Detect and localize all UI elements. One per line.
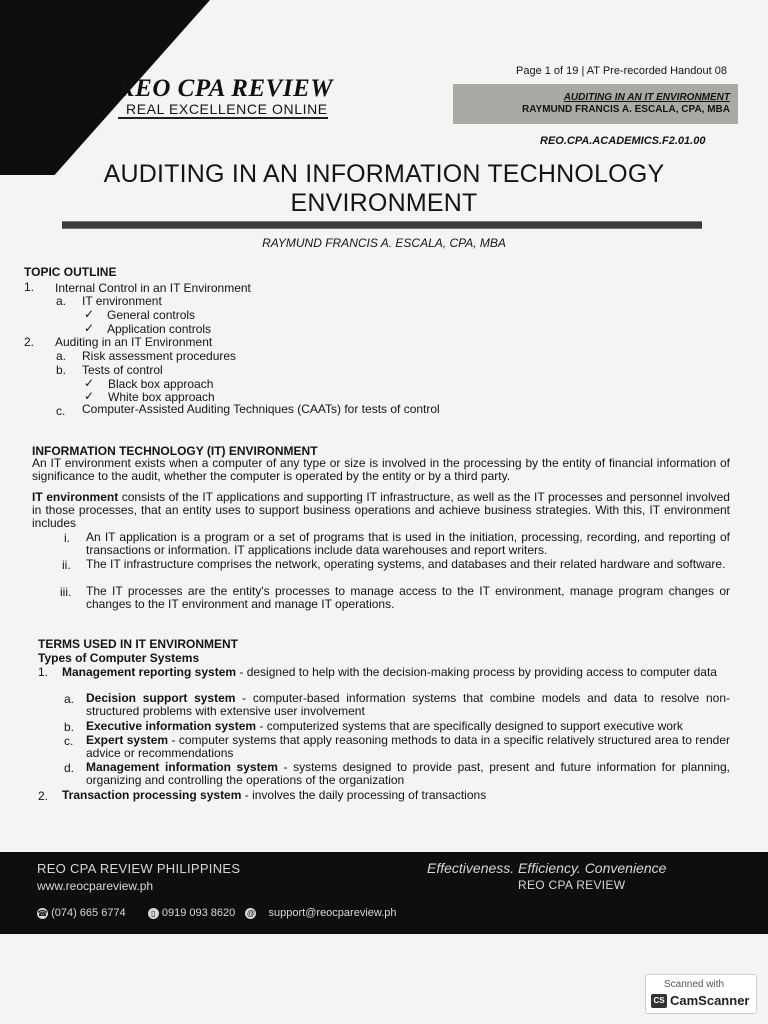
terms-marker-d: d. — [64, 761, 75, 775]
mrs-definition: - designed to help with the decision-making process by providing access to computer data — [236, 665, 717, 679]
check-icon: ✓ — [84, 389, 95, 403]
header-box-author: RAYMUND FRANCIS A. ESCALA, CPA, MBA — [522, 103, 730, 115]
title-line-1: AUDITING IN AN INFORMATION TECHNOLOGY — [103, 160, 665, 188]
it-env-item-ii: The IT infrastructure comprises the network, operating systems, and databases and their related hardware and software. — [86, 557, 726, 571]
footer-mobile: 0919 093 8620 — [161, 907, 236, 919]
footer-url: www.reocpareview.ph — [37, 879, 154, 893]
outline-item-1a-1: General controls — [107, 308, 196, 322]
it-env-paragraph-1: An IT environment exists when a computer of any type or size is involved in the processing by the entity of financial information of significance to the audit, whether the computer is operated by the entity or by a third party. — [32, 456, 730, 483]
it-env-marker-iii: iii. — [60, 585, 72, 599]
title-divider — [62, 221, 702, 229]
eis-term: Executive information system — [86, 719, 257, 733]
mis-definition: - systems designed to provide past, present and future information for planning, organizing and controlling the operations of the organization — [86, 760, 730, 787]
page-info: Page 1 of 19 | AT Pre-recorded Handout 08 — [516, 65, 727, 77]
scanned-with-text: Scanned with — [664, 979, 725, 990]
outline-marker-1: 1. — [24, 280, 35, 294]
outline-item-2b-1: Black box approach — [108, 377, 214, 391]
it-env-term: IT environment — [32, 490, 119, 504]
outline-item-1a-2: Application controls — [107, 322, 212, 336]
it-env-item-iii: The IT processes are the entity's processes to manage access to the IT environment, manage program changes or changes to the IT environment and manage IT operations. — [86, 584, 730, 611]
terms-item-1 — [62, 666, 730, 679]
mis-term: Management information system — [86, 760, 278, 774]
it-env-marker-ii: ii. — [62, 558, 71, 572]
reo-logo — [118, 76, 333, 119]
logo-tagline: REAL EXCELLENCE ONLINE — [118, 102, 328, 119]
header-info-box — [453, 84, 738, 124]
author-name: RAYMUND FRANCIS A. ESCALA, CPA, MBA — [262, 236, 506, 250]
dss-term: Decision support system — [86, 691, 236, 705]
dss-definition: - computer-based information systems that combine models and data to resolve non-structured problems with extensive user involvement — [86, 691, 730, 718]
page-footer — [0, 852, 768, 934]
reference-code: REO.CPA.ACADEMICS.F2.01.00 — [540, 135, 706, 147]
terms-marker-2: 2. — [38, 789, 49, 803]
logo-main-text: REO CPA REVIEW — [118, 75, 333, 102]
check-icon: ✓ — [84, 321, 95, 335]
it-env-item-i: An IT application is a program or a set of programs that is used in the initiation, processing, recording, and reporting of transactions or information. IT applications include data warehouses and report writers. — [86, 530, 730, 557]
terms-item-b — [86, 720, 730, 733]
check-icon: ✓ — [84, 307, 95, 321]
footer-tagline: Effectiveness. Efficiency. Convenience — [427, 860, 667, 876]
footer-phone: (074) 665 6774 — [51, 907, 126, 919]
tps-term: Transaction processing system — [62, 788, 242, 802]
outline-item-1a: IT environment — [82, 294, 162, 308]
outline-item-2b-2: White box approach — [108, 390, 215, 404]
outline-item-2b: Tests of control — [82, 363, 163, 377]
outline-marker-2a: a. — [56, 349, 67, 363]
outline-marker-2: 2. — [24, 335, 35, 349]
terms-item-d — [86, 761, 730, 787]
check-icon: ✓ — [84, 376, 95, 390]
outline-item-2a: Risk assessment procedures — [82, 349, 237, 363]
outline-item-2c: Computer-Assisted Auditing Techniques (CAATs) for tests of control — [82, 402, 440, 416]
terms-item-c — [86, 734, 730, 760]
title-line-2: ENVIRONMENT — [290, 189, 478, 217]
camscanner-watermark — [645, 974, 757, 1014]
header-box-title: AUDITING IN AN IT ENVIRONMENT — [563, 92, 730, 103]
phone-icon: ☎ — [37, 908, 48, 918]
terms-heading: TERMS USED IN IT ENVIRONMENT — [38, 637, 239, 651]
mrs-term: Management reporting system — [62, 665, 237, 679]
footer-org: REO CPA REVIEW PHILIPPINES — [37, 861, 241, 876]
it-env-marker-i: i. — [64, 531, 70, 545]
terms-item-2 — [62, 789, 486, 802]
outline-item-1: Internal Control in an IT Environment — [55, 281, 251, 295]
it-env-paragraph-2 — [32, 491, 730, 530]
terms-item-a — [86, 692, 730, 718]
document-title — [0, 160, 768, 218]
outline-marker-1a: a. — [56, 294, 67, 308]
terms-marker-c: c. — [64, 734, 74, 748]
mobile-icon: ▯ — [148, 908, 159, 919]
outline-marker-2c: c. — [56, 404, 66, 418]
camscanner-logo-icon: CS — [651, 994, 667, 1008]
terms-marker-1: 1. — [38, 665, 49, 679]
footer-contacts — [37, 907, 397, 919]
footer-brand: REO CPA REVIEW — [518, 878, 626, 892]
expert-definition: - computer systems that apply reasoning methods to data in a specific relatively structured area to render advice or recommendations — [86, 733, 730, 760]
it-env-heading: INFORMATION TECHNOLOGY (IT) ENVIRONMENT — [32, 444, 318, 458]
expert-term: Expert system — [86, 733, 169, 747]
tps-definition: - involves the daily processing of transactions — [241, 788, 487, 802]
terms-marker-b: b. — [64, 720, 75, 734]
outline-item-2: Auditing in an IT Environment — [55, 335, 213, 349]
eis-definition: - computerized systems that are specifically designed to support executive work — [256, 719, 683, 733]
outline-heading: TOPIC OUTLINE — [24, 265, 117, 279]
terms-subheading: Types of Computer Systems — [38, 651, 200, 665]
email-icon: @ — [246, 908, 255, 918]
it-env-definition: consists of the IT applications and supporting IT infrastructure, as well as the IT processes and personnel involved in those processes, that an entity uses to support business operations and achieve business strategies. With this, IT environment includes — [32, 490, 730, 530]
footer-email: support@reocpareview.ph — [268, 907, 397, 919]
outline-marker-2b: b. — [56, 363, 67, 377]
terms-marker-a: a. — [64, 692, 75, 706]
camscanner-name: CamScanner — [670, 993, 750, 1008]
